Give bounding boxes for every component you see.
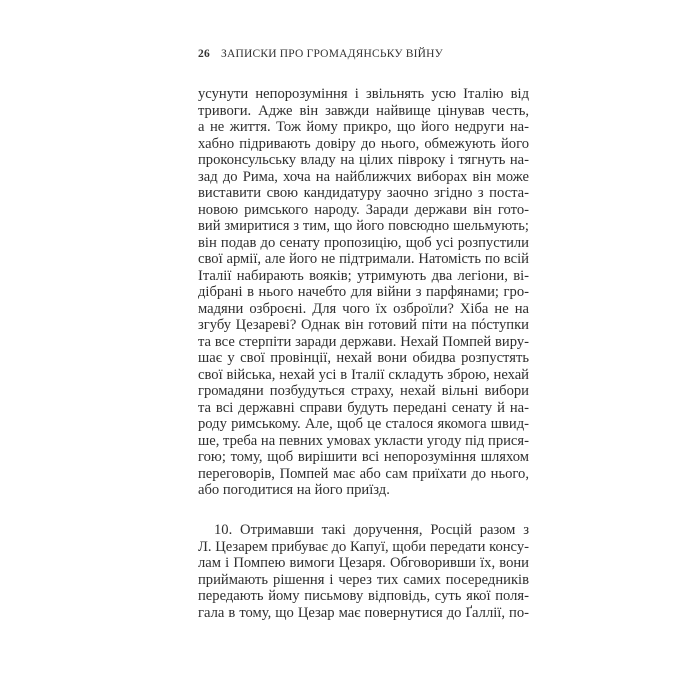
text-line: ше, треба на певних умовах укласти угоду під прися-: [198, 432, 529, 449]
text-line: свої армії, але його не підтримали. Натомість по всій: [198, 251, 529, 267]
running-title: ЗАПИСКИ ПРО ГРОМАДЯНСЬКУ ВІЙНУ: [220, 48, 444, 60]
text-line: громадяни позбудуться страху, нехай вільні вибори: [198, 383, 529, 399]
text-line: вий змиритися з тим, що його повсюдно шельмують;: [198, 218, 529, 234]
text-line: роду римському. Але, щоб це сталося якомога швид-: [198, 416, 529, 432]
text-line: проконсульську владу на цілих півроку і тягнуть на-: [198, 152, 529, 168]
text-line: він подав до сенату пропозицію, щоб усі розпустили: [198, 234, 529, 251]
text-line: Італії набирають вояків; утримують два легіони, ві-: [198, 267, 529, 284]
text-line: Л. Цезарем прибуває до Капуї, щоби передати консу-: [198, 538, 529, 555]
text-line: а не життя. Тож йому прикро, що його недруги на-: [198, 119, 529, 135]
text-line: лам і Помпею вимоги Цезаря. Обговоривши їх, вони: [198, 555, 529, 571]
paragraph-2: [198, 522, 529, 621]
text-line: гала в тому, що Цезар має повернутися до Ґаллії, по-: [198, 604, 529, 621]
text-line: усунути непорозуміння і звільнять усю Італію від: [198, 86, 529, 102]
text-line: шає у свої провінції, нехай вони обидва розпустять: [198, 350, 529, 366]
text-line: хабно підривають довіру до нього, обмежують його: [198, 135, 529, 152]
text-line: мадяни озброєні. Для чого їх озброїли? Хіба не на: [198, 300, 529, 317]
text-line: згубу Цезареві? Однак він готовий піти на пóступки: [198, 317, 529, 333]
text-line: дібрані в нього начебто для війни з парфянами; гро-: [198, 284, 529, 300]
text-line: тривоги. Адже він завжди найвище цінував честь,: [198, 102, 529, 119]
text-line: виставити свою кандидатуру заочно згідно з поста-: [198, 185, 529, 201]
text-line: новою римського народу. Заради держави він гото-: [198, 201, 529, 218]
paragraph-1: [198, 86, 529, 499]
text-line: 10. Отримавши такі доручення, Росцій разом з: [214, 522, 529, 538]
page-number: 26: [198, 48, 210, 60]
text-line: зад до Рима, хоча на найближчих виборах він може: [198, 168, 529, 185]
text-line: або погодитися на його приїзд.: [198, 482, 390, 498]
text-line: та все стерпіти заради держави. Нехай Помпей виру-: [198, 333, 529, 350]
text-line: передають йому письмову відповідь, суть якої поля-: [198, 588, 529, 604]
running-header: [198, 48, 443, 60]
text-line: переговорів, Помпей має або сам приїхати до нього,: [198, 465, 529, 482]
text-line: гою; тому, щоб вирішити всі непорозуміння шляхом: [198, 449, 529, 465]
text-line: та всі державні справи будуть передані сенату й на-: [198, 399, 529, 416]
text-line: приймають рішення і через тих самих посередників: [198, 571, 529, 588]
text-line: свої війська, нехай усі в Італії складуть зброю, нехай: [198, 366, 529, 383]
